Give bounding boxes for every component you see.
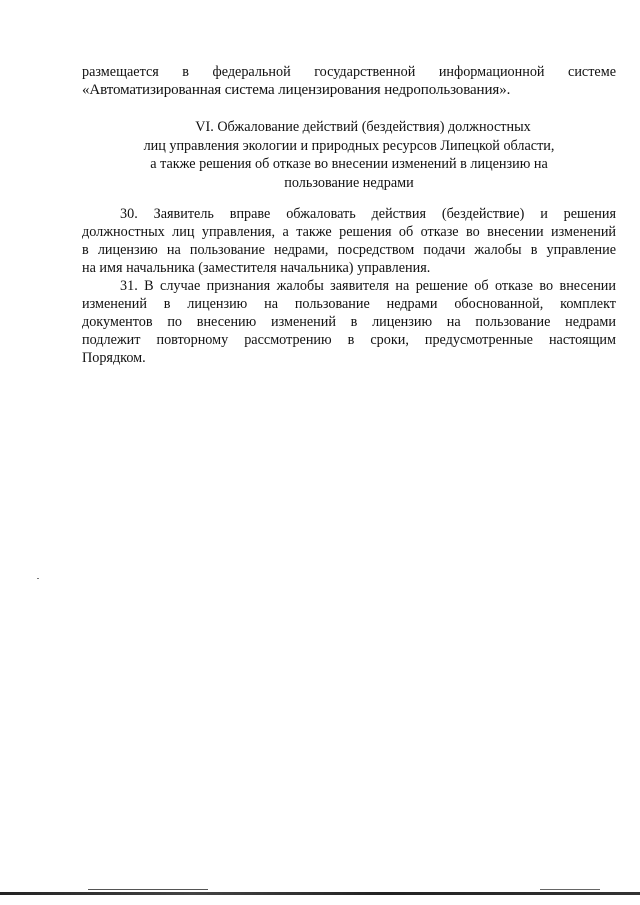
paragraph-line: подлежит повторному рассмотрению в сроки, предусмотренные настоящим xyxy=(82,332,616,348)
paragraph-line: в лицензию на пользование недрами, посредством подачи жалобы в управление xyxy=(82,242,616,258)
intro-line-1: размещается в федеральной государственной информационной системе xyxy=(82,64,616,80)
paragraph-31 xyxy=(82,277,616,367)
paragraph-line: изменений в лицензию на пользование недрами обоснованной, комплект xyxy=(82,296,616,312)
scan-edge-mark xyxy=(88,889,208,890)
paragraph-30 xyxy=(82,205,616,277)
paragraph-line: на имя начальника (заместителя начальника) управления. xyxy=(82,260,431,276)
scan-speck xyxy=(37,578,39,579)
paragraph-line: Порядком. xyxy=(82,350,146,366)
scan-edge-mark xyxy=(540,889,600,890)
section-heading-line: лиц управления экологии и природных ресурсов Липецкой области, xyxy=(143,137,555,154)
section-heading-line: VI. Обжалование действий (бездействия) должностных xyxy=(195,119,531,135)
section-heading-line: пользование недрами xyxy=(284,174,414,191)
paragraph-line: должностных лиц управления, а также решения об отказе во внесении изменений xyxy=(82,224,616,240)
intro-line-2: «Автоматизированная система лицензирования недропользования». xyxy=(82,82,511,98)
paragraph-line: 31. В случае признания жалобы заявителя на решение об отказе во внесении xyxy=(120,278,616,294)
section-heading xyxy=(82,118,616,192)
paragraph-line: документов по внесению изменений в лицензию на пользование недрами xyxy=(82,314,616,330)
page-bottom-edge xyxy=(0,892,640,895)
paragraph-line: 30. Заявитель вправе обжаловать действия (бездействие) и решения xyxy=(120,206,616,222)
section-heading-line: а также решения об отказе во внесении изменений в лицензию на xyxy=(150,156,548,172)
